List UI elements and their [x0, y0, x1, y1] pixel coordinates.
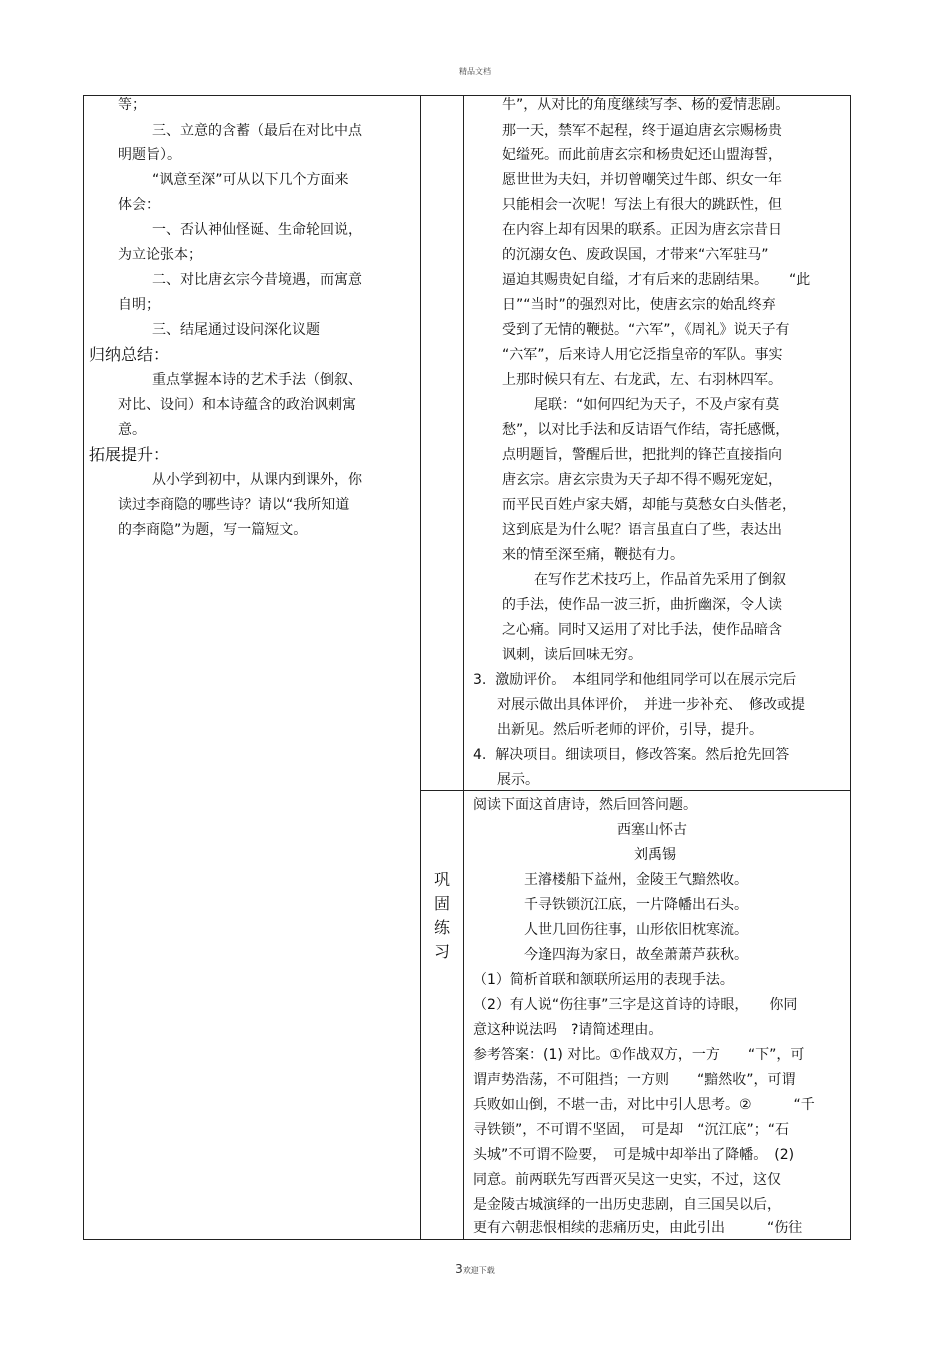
section-label-char: 巩	[433, 870, 450, 889]
right-line: 唐玄宗。唐玄宗贵为天子却不得不赐死宠妃，	[502, 472, 782, 488]
answer-line: 是金陵古城演绎的一出历史悲剧，自三国吴以后，	[473, 1197, 781, 1213]
poem-line: 千寻铁锁沉江底，一片降幡出石头。	[524, 897, 748, 913]
section-heading-extension: 拓展提升：	[89, 445, 170, 464]
right-line: 的手法，使作品一波三折，曲折幽深，令人读	[502, 597, 782, 613]
question-1: （1）简析首联和颔联所运用的表现手法。	[473, 972, 734, 988]
table-border-left	[83, 95, 84, 1240]
answer-line: 更有六朝悲恨相续的悲痛历史，由此引出 “伤往	[473, 1220, 803, 1236]
right-line: 讽刺，读后回味无穷。	[502, 647, 642, 663]
right-line: 愁”，以对比手法和反诘语气作结，寄托感慨，	[502, 422, 790, 438]
answer-line: 意这种说法吗 ?请简述理由。	[473, 1022, 663, 1038]
right-line: 之心痛。同时又运用了对比手法，使作品暗含	[502, 622, 782, 638]
left-line: 一、否认神仙怪诞、生命轮回说，	[152, 222, 362, 238]
column-divider-2	[463, 95, 464, 1240]
column-divider-1	[420, 95, 421, 1240]
left-line: 自明；	[118, 297, 160, 313]
answer-line: 兵败如山倒，不堪一击，对比中引人思考。② “千	[473, 1097, 815, 1113]
answer-line: 寻铁锁”，不可谓不坚固， 可是却 “沉江底”；“石	[473, 1122, 790, 1138]
left-line: 体会：	[118, 197, 160, 213]
right-line: 尾联：“如何四纪为天子，不及卢家有莫	[534, 397, 780, 413]
right-line: 的沉溺女色、废政误国，才带来“六军驻马”	[502, 247, 769, 263]
left-line: 意。	[118, 422, 146, 438]
page-number: 3	[455, 1262, 463, 1276]
right-line: 在写作艺术技巧上，作品首先采用了倒叙	[534, 572, 786, 588]
section-label-char: 练	[433, 918, 450, 937]
answer-line: 谓声势浩荡，不可阻挡；一方则 “黯然收”，可谓	[473, 1072, 796, 1088]
poem-line: 人世几回伤往事，山形依旧枕寒流。	[524, 922, 748, 938]
right-line: 妃缢死。而此前唐玄宗和杨贵妃还山盟海誓，	[502, 147, 782, 163]
right-line: 来的情至深至痛，鞭挞有力。	[502, 547, 684, 563]
numbered-item-4: 4. 解决项目。细读项目，修改答案。然后抢先回答	[473, 747, 790, 763]
right-line: “六军”，后来诗人用它泛指皇帝的军队。事实	[502, 347, 783, 363]
row-divider	[420, 790, 851, 791]
right-line: 逼迫其赐贵妃自缢，才有后来的悲剧结果。 “此	[502, 272, 811, 288]
right-line: 展示。	[497, 772, 539, 788]
answer-line: 头城”不可谓不险要， 可是城中却举出了降幡。 (2)	[473, 1147, 795, 1163]
section-label-practice	[421, 868, 463, 964]
left-line: 等；	[118, 97, 146, 113]
table-border-bottom	[83, 1239, 851, 1240]
left-line: 三、结尾通过设问深化议题	[152, 322, 320, 338]
left-line: 明题旨）。	[118, 147, 181, 163]
section-heading-summary: 归纳总结：	[89, 345, 170, 364]
right-line: 在内容上却有因果的联系。正因为唐玄宗昔日	[502, 222, 782, 238]
left-line: 从小学到初中，从课内到课外，你	[152, 472, 362, 488]
right-line: 点明题旨，警醒后世，把批判的锋芒直接指向	[502, 447, 782, 463]
exercise-intro: 阅读下面这首唐诗，然后回答问题。	[473, 797, 697, 813]
numbered-item-3: 3. 激励评价。 本组同学和他组同学可以在展示完后	[473, 672, 797, 688]
right-line: 那一天，禁军不起程，终于逼迫唐玄宗赐杨贵	[502, 123, 782, 139]
left-line: 三、立意的含蓄（最后在对比中点	[152, 123, 362, 139]
answer-line: 参考答案：(1) 对比。①作战双方，一方 “下”，可	[473, 1047, 805, 1063]
right-line: 而平民百姓卢家夫婿，却能与莫愁女白头偕老，	[502, 497, 796, 513]
right-line: 只能相会一次呢！写法上有很大的跳跃性，但	[502, 197, 782, 213]
answer-line: 同意。前两联先写西晋灭吴这一史实，不过，这仅	[473, 1172, 781, 1188]
right-line: 日”“当时”的强烈对比，使唐玄宗的始乱终弃	[502, 297, 776, 313]
right-line: 这到底是为什么呢？语言虽直白了些，表达出	[502, 522, 782, 538]
left-line: 的李商隐”为题，写一篇短文。	[118, 522, 308, 538]
left-line: 重点掌握本诗的艺术手法（倒叙、	[152, 372, 362, 388]
footer-text: 欢迎下载	[462, 1266, 495, 1275]
right-line: 愿世世为夫妇，并切曾嘲笑过牛郎、织女一年	[502, 172, 782, 188]
poem-title: 西塞山怀古	[617, 822, 687, 838]
table-border-right	[850, 95, 851, 1240]
right-line: 受到了无情的鞭挞。“六军”，《周礼》说天子有	[502, 322, 790, 338]
left-line: “讽意至深”可从以下几个方面来	[152, 172, 349, 188]
right-line: 出新见。然后听老师的评价，引导，提升。	[497, 722, 763, 738]
right-line: 上那时候只有左、右龙武，左、右羽林四军。	[502, 372, 782, 388]
left-line: 二、对比唐玄宗今昔境遇，而寓意	[152, 272, 362, 288]
left-line: 对比、设问）和本诗蕴含的政治讽刺寓	[118, 397, 356, 413]
poem-line: 王濬楼船下益州，金陵王气黯然收。	[524, 872, 748, 888]
right-line: 对展示做出具体评价， 并进一步补充、 修改或提	[497, 697, 805, 713]
section-label-char: 习	[433, 942, 450, 961]
page-header: 精品文档	[459, 67, 491, 76]
question-2: （2）有人说“伤往事”三字是这首诗的诗眼， 你同	[473, 997, 798, 1013]
poem-line: 今逢四海为家日，故垒萧萧芦荻秋。	[524, 947, 748, 963]
section-label-char: 固	[433, 894, 450, 913]
page-footer	[0, 1262, 950, 1276]
right-line: 牛”，从对比的角度继续写李、杨的爱情悲剧。	[502, 97, 790, 113]
poem-author: 刘禹锡	[634, 847, 676, 863]
left-line: 为立论张本；	[118, 247, 202, 263]
left-line: 读过李商隐的哪些诗？请以“我所知道	[118, 497, 350, 513]
